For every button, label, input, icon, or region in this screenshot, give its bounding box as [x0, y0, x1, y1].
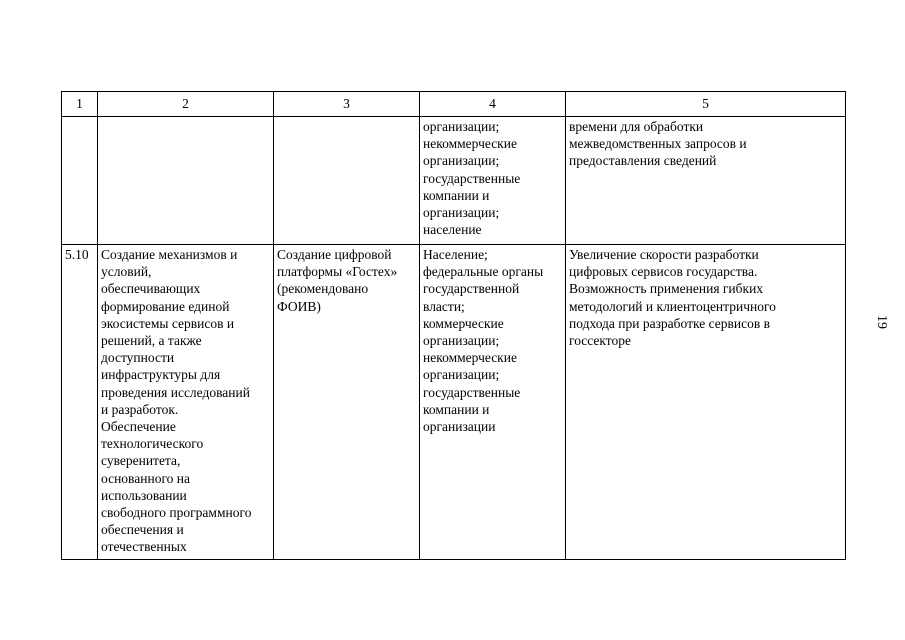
cell-participants [420, 117, 566, 245]
cell-result [274, 245, 420, 560]
table-header-row [62, 92, 846, 117]
cell-effect-text: Увеличение скорости разработки цифровых сервисов государства. Возможность применения гибких методологий и клиентоцентричного подхода при разработке сервисов в госсекторе [569, 247, 776, 349]
cell-effect [566, 117, 846, 245]
header-col-3: 3 [274, 92, 420, 117]
cell-num [62, 245, 98, 560]
cell-result [274, 117, 420, 245]
cell-measure-text: Создание механизмов и условий, обеспечивающих формирование единой экосистемы сервисов и решений, а также доступности инфраструктуры для проведения исследований и разработок. Обеспечение технологического суверенитета, основанного на использовании свободного программного обеспечения и отечественных [101, 247, 252, 555]
header-col-5: 5 [566, 92, 846, 117]
page-number: 19 [874, 315, 889, 329]
cell-measure [98, 245, 274, 560]
cell-participants-text: организации; некоммерческие организации; государственные компании и организации; население [423, 119, 521, 238]
cell-measure [98, 117, 274, 245]
table-row [62, 245, 846, 560]
table-row [62, 117, 846, 245]
cell-num [62, 117, 98, 245]
document-table [61, 91, 846, 560]
cell-effect-text: времени для обработки межведомственных запросов и предоставления сведений [569, 119, 747, 169]
header-col-1: 1 [62, 92, 98, 117]
cell-participants [420, 245, 566, 560]
header-col-2: 2 [98, 92, 274, 117]
cell-result-text: Создание цифровой платформы «Гостех» (рекомендовано ФОИВ) [277, 247, 398, 314]
header-col-4: 4 [420, 92, 566, 117]
cell-participants-text: Население; федеральные органы государственной власти; коммерческие организации; некоммерческие организации; государственные компании и организации [423, 247, 544, 435]
cell-effect [566, 245, 846, 560]
cell-num-text: 5.10 [65, 247, 89, 262]
